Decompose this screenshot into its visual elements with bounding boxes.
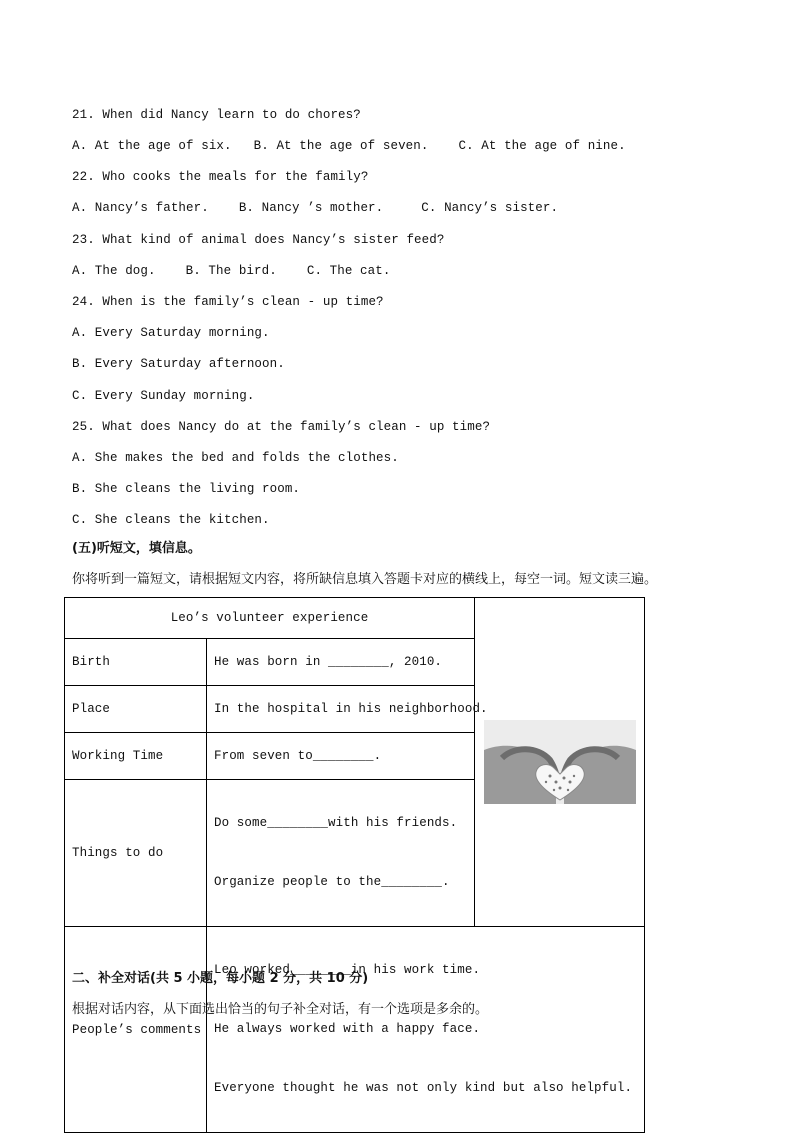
option-a: A. Nancy’s father. [72,201,209,215]
row-value-birth: He was born in ________, 2010. [207,639,475,686]
question-23-stem: 23. What kind of animal does Nancy’s sister feed? [72,233,445,247]
option-c: C. At the age of nine. [458,139,626,153]
question-24-stem: 24. When is the family’s clean - up time? [72,295,384,309]
option-a: A. At the age of six. [72,139,232,153]
comments-line-3: Everyone thought he was not only kind but also helpful. [214,1081,633,1095]
question-24-option-c: C. Every Sunday morning. [72,389,255,403]
option-c: C. The cat. [306,264,391,278]
option-b: B. Nancy ’s mother. [238,201,384,215]
question-22-stem: 22. Who cooks the meals for the family? [72,170,369,184]
row-value-things-to-do [207,780,475,927]
comments-line-1: Leo worked________in his work time. [214,963,481,977]
things-line-2: Organize people to the________. [214,875,450,889]
image-cell [475,598,645,927]
things-line-1: Do some________with his friends. [214,816,458,830]
question-21-stem: 21. When did Nancy learn to do chores? [72,108,361,122]
question-21-options [72,138,626,154]
option-b: B. At the age of seven. [253,139,429,153]
table-title: Leo’s volunteer experience [65,598,475,639]
volunteer-info-table [64,597,645,1133]
row-label-birth: Birth [65,639,207,686]
row-label-working-time: Working Time [65,733,207,780]
question-25-option-a: A. She makes the bed and folds the clothes. [72,451,399,465]
question-23-options [72,263,390,279]
question-25-option-b: B. She cleans the living room. [72,482,301,496]
section-5-instruction: 你将听到一篇短文，请根据短文内容，将所缺信息填入答题卡对应的横线上，每空一词。短文读三遍。 [72,572,658,587]
section-2-title: 二、补全对话(共 5 小题，每小题 2 分，共 10 分) [72,971,369,986]
row-value-working-time: From seven to________. [207,733,475,780]
row-label-things-to-do: Things to do [65,780,207,927]
question-25-option-c: C. She cleans the kitchen. [72,513,270,527]
question-24-option-b: B. Every Saturday afternoon. [72,357,285,371]
option-c: C. Nancy’s sister. [421,201,559,215]
row-label-place: Place [65,686,207,733]
option-b: B. The bird. [185,264,277,278]
heart-hands-photo-icon [484,720,636,804]
section-2-instruction: 根据对话内容，从下面选出恰当的句子补全对话，有一个选项是多余的。 [72,1002,489,1017]
question-24-option-a: A. Every Saturday morning. [72,326,270,340]
option-a: A. The dog. [72,264,156,278]
question-25-stem: 25. What does Nancy do at the family’s clean - up time? [72,420,491,434]
row-label-comments: People’s comments [65,927,207,1133]
section-5-title: (五)听短文，填信息。 [72,541,201,556]
comments-line-2: He always worked with a happy face. [214,1022,481,1036]
row-value-comments [207,927,645,1133]
question-22-options [72,200,558,216]
row-value-place: In the hospital in his neighborhood. [207,686,475,733]
